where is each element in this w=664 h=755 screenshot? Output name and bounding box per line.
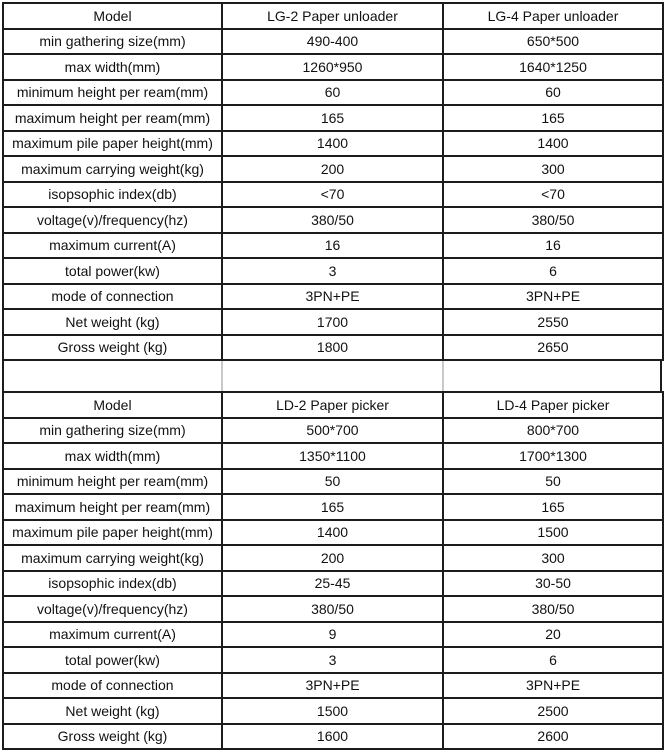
spec-label-cell: minimum height per ream(mm) — [3, 80, 222, 106]
spec-value-cell: <70 — [222, 182, 443, 208]
model-name-header: LD-4 Paper picker — [443, 392, 663, 418]
spec-value-cell: 1500 — [443, 520, 663, 546]
spec-label-cell: total power(kw) — [3, 258, 222, 284]
spec-label-cell: voltage(v)/frequency(hz) — [3, 207, 222, 233]
table-row — [3, 673, 663, 699]
spec-value-cell: 3 — [222, 258, 443, 284]
gap-column-divider — [221, 361, 223, 391]
table-row — [3, 207, 663, 233]
spec-value-cell: 20 — [443, 622, 663, 648]
spec-value-cell: 800*700 — [443, 418, 663, 444]
table-row — [3, 335, 663, 361]
spec-value-cell: 3PN+PE — [443, 673, 663, 699]
table-row — [3, 131, 663, 157]
spec-value-cell: 6 — [443, 647, 663, 673]
table-row — [3, 596, 663, 622]
paper-picker-spec-table — [2, 391, 664, 750]
spec-value-cell: 165 — [443, 494, 663, 520]
spec-value-cell: 3PN+PE — [443, 284, 663, 310]
table-row — [3, 29, 663, 55]
table-row — [3, 443, 663, 469]
spec-label-header: Model — [3, 392, 222, 418]
spec-value-cell: 380/50 — [443, 596, 663, 622]
spec-value-cell: 1400 — [443, 131, 663, 157]
spec-label-cell: Gross weight (kg) — [3, 724, 222, 750]
table-row — [3, 258, 663, 284]
spec-label-cell: total power(kw) — [3, 647, 222, 673]
spec-label-cell: max width(mm) — [3, 443, 222, 469]
spec-label-cell: minimum height per ream(mm) — [3, 469, 222, 495]
table-row — [3, 233, 663, 259]
table-row — [3, 309, 663, 335]
spec-value-cell: 16 — [443, 233, 663, 259]
table-row — [3, 622, 663, 648]
spec-value-cell: 200 — [222, 156, 443, 182]
spec-value-cell: 50 — [443, 469, 663, 495]
spec-value-cell: 3PN+PE — [222, 284, 443, 310]
spec-value-cell: 2500 — [443, 698, 663, 724]
spec-label-cell: maximum height per ream(mm) — [3, 105, 222, 131]
spec-value-cell: 500*700 — [222, 418, 443, 444]
spec-label-cell: min gathering size(mm) — [3, 418, 222, 444]
spec-label-cell: isopsophic index(db) — [3, 571, 222, 597]
table-row — [3, 724, 663, 750]
table-row — [3, 698, 663, 724]
gap-column-divider — [442, 361, 444, 391]
table-row — [3, 418, 663, 444]
spec-value-cell: 9 — [222, 622, 443, 648]
spec-value-cell: 16 — [222, 233, 443, 259]
spec-value-cell: 30-50 — [443, 571, 663, 597]
spec-label-cell: maximum carrying weight(kg) — [3, 545, 222, 571]
spec-value-cell: 490-400 — [222, 29, 443, 55]
spec-value-cell: 1500 — [222, 698, 443, 724]
spec-label-cell: maximum current(A) — [3, 233, 222, 259]
spec-label-cell: maximum pile paper height(mm) — [3, 131, 222, 157]
spec-value-cell: 1600 — [222, 724, 443, 750]
spec-value-cell: 1640*1250 — [443, 54, 663, 80]
table-gap — [2, 361, 662, 391]
table-header-row — [3, 3, 663, 29]
spec-value-cell: 60 — [443, 80, 663, 106]
spec-value-cell: 1400 — [222, 520, 443, 546]
spec-label-cell: maximum pile paper height(mm) — [3, 520, 222, 546]
spec-value-cell: 3 — [222, 647, 443, 673]
spec-value-cell: 25-45 — [222, 571, 443, 597]
paper-unloader-spec-table — [2, 2, 664, 361]
spec-value-cell: 380/50 — [222, 596, 443, 622]
spec-value-cell: 165 — [443, 105, 663, 131]
spec-value-cell: 1700 — [222, 309, 443, 335]
spec-value-cell: 6 — [443, 258, 663, 284]
spec-value-cell: 3PN+PE — [222, 673, 443, 699]
spec-value-cell: 1800 — [222, 335, 443, 361]
spec-value-cell: 2650 — [443, 335, 663, 361]
spec-label-cell: max width(mm) — [3, 54, 222, 80]
spec-value-cell: 165 — [222, 494, 443, 520]
spec-label-cell: mode of connection — [3, 673, 222, 699]
spec-value-cell: 300 — [443, 545, 663, 571]
spec-value-cell: 2550 — [443, 309, 663, 335]
spec-value-cell: 380/50 — [443, 207, 663, 233]
spec-value-cell: 1400 — [222, 131, 443, 157]
table-header-row — [3, 392, 663, 418]
table-row — [3, 105, 663, 131]
table-row — [3, 284, 663, 310]
table-row — [3, 182, 663, 208]
table-row — [3, 156, 663, 182]
spec-label-cell: isopsophic index(db) — [3, 182, 222, 208]
spec-label-cell: mode of connection — [3, 284, 222, 310]
spec-value-cell: 1260*950 — [222, 54, 443, 80]
table-row — [3, 54, 663, 80]
spec-value-cell: 200 — [222, 545, 443, 571]
spec-label-header: Model — [3, 3, 222, 29]
spec-label-cell: maximum carrying weight(kg) — [3, 156, 222, 182]
spec-value-cell: 300 — [443, 156, 663, 182]
table-row — [3, 469, 663, 495]
table-row — [3, 571, 663, 597]
table-row — [3, 520, 663, 546]
spec-label-cell: Gross weight (kg) — [3, 335, 222, 361]
spec-label-cell: maximum height per ream(mm) — [3, 494, 222, 520]
spec-value-cell: 2600 — [443, 724, 663, 750]
spec-value-cell: 50 — [222, 469, 443, 495]
spec-label-cell: Net weight (kg) — [3, 698, 222, 724]
spec-value-cell: <70 — [443, 182, 663, 208]
model-name-header: LG-4 Paper unloader — [443, 3, 663, 29]
model-name-header: LD-2 Paper picker — [222, 392, 443, 418]
table-row — [3, 80, 663, 106]
spec-value-cell: 380/50 — [222, 207, 443, 233]
spec-label-cell: maximum current(A) — [3, 622, 222, 648]
table-row — [3, 545, 663, 571]
spec-value-cell: 165 — [222, 105, 443, 131]
table-row — [3, 647, 663, 673]
spec-value-cell: 1700*1300 — [443, 443, 663, 469]
spec-value-cell: 1350*1100 — [222, 443, 443, 469]
spec-value-cell: 650*500 — [443, 29, 663, 55]
table-row — [3, 494, 663, 520]
spec-label-cell: min gathering size(mm) — [3, 29, 222, 55]
spec-value-cell: 60 — [222, 80, 443, 106]
spec-label-cell: voltage(v)/frequency(hz) — [3, 596, 222, 622]
model-name-header: LG-2 Paper unloader — [222, 3, 443, 29]
spec-label-cell: Net weight (kg) — [3, 309, 222, 335]
